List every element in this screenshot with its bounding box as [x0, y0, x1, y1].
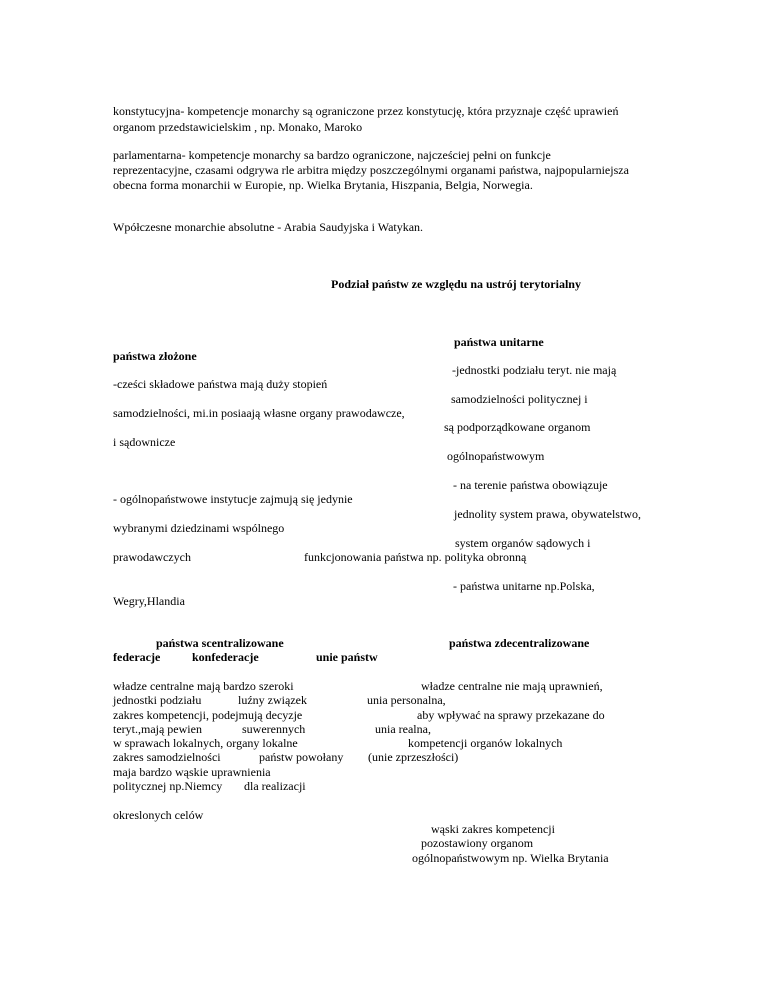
unitary-line3: są podporządkowane organom — [444, 420, 591, 434]
unitary-title: państwa unitarne — [454, 335, 544, 349]
composite-line6: prawodawczych — [113, 550, 191, 564]
decentralized-title: państwa zdecentralizowane — [449, 636, 590, 650]
absolute-monarchies-line: Wpółczesne monarchie absolutne - Arabia Saudyjska i Watykan. — [113, 220, 424, 234]
confed-line4: dla realizacji — [244, 779, 306, 793]
decentralized-line4: wąski zakres kompetencji — [431, 822, 555, 836]
unions-line3: (unie zprzeszłości) — [368, 750, 459, 764]
centralized-line3: zakres kompetencji, podejmują decyzje — [113, 708, 303, 722]
unitary-line2: samodzielności politycznej i — [451, 392, 588, 406]
confed-line3: państw powołany — [259, 750, 344, 764]
decentralized-line2: aby wpływać na sprawy przekazane do — [417, 708, 605, 722]
unions-line2: unia realna, — [375, 722, 431, 736]
composite-line1: -cześci składowe państwa mają duży stopień — [113, 377, 328, 391]
centralized-line2: jednostki podziału — [113, 693, 202, 707]
decentralized-line3: kompetencji organów lokalnych — [408, 736, 563, 750]
composite-line2: samodzielności, mi.in posiaają własne organy prawodawcze, — [113, 406, 405, 420]
composite-title: państwa złożone — [113, 349, 197, 363]
unions-title: unie państw — [316, 650, 378, 664]
composite-line4: - ogólnopaństwowe instytucje zajmują się jedynie — [113, 492, 353, 506]
unitary-line8: funkcjonowania państwa np. polityka obronną — [304, 550, 527, 564]
centralized-line5: w sprawach lokalnych, organy lokalne — [113, 736, 298, 750]
unions-line1: unia personalna, — [367, 693, 446, 707]
unitary-line5: - na terenie państwa obowiązuje — [453, 478, 608, 492]
centralized-line1: władze centralne mają bardzo szeroki — [113, 679, 294, 693]
centralized-line7: maja bardzo wąskie uprawnienia — [113, 765, 271, 779]
monarchy-parliamentary-line3: obecna forma monarchii w Europie, np. Wielka Brytania, Hiszpania, Belgia, Norwegia. — [113, 178, 533, 192]
centralized-line8: politycznej np.Niemcy — [113, 779, 223, 793]
monarchy-constitutional-line2: organom przedstawicielskim , np. Monako, Maroko — [113, 120, 363, 134]
composite-line5: wybranymi dziedzinami wspólnego — [113, 521, 285, 535]
unitary-line1: -jednostki podziału teryt. nie mają — [452, 363, 617, 377]
composite-line7: Wegry,Hlandia — [113, 594, 185, 608]
unitary-line7: system organów sądowych i — [455, 536, 591, 550]
unitary-line9: - państwa unitarne np.Polska, — [453, 579, 595, 593]
decentralized-line1: władze centralne nie mają uprawnień, — [421, 679, 603, 693]
monarchy-parliamentary-line1: parlamentarna- kompetencje monarchy sa bardzo ograniczone, najcześciej pełni on funkcje — [113, 148, 551, 162]
centralized-line6: zakres samodzielności — [113, 750, 221, 764]
decentralized-line6: ogólnopaństwowym np. Wielka Brytania — [412, 851, 609, 865]
monarchy-constitutional-line1: konstytucyjna- kompetencje monarchy są ograniczone przez konstytucję, która przyznaje część uprawień — [113, 104, 619, 118]
composite-line3: i sądownicze — [113, 435, 176, 449]
centralized-line9: okreslonych celów — [113, 808, 204, 822]
monarchy-parliamentary-line2: reprezentacyjne, czasami odgrywa rle arbitra między poszczególnymi organami państwa, najpopularniejsza — [113, 163, 629, 177]
confed-line2: suwerennych — [242, 722, 306, 736]
confederations-title: konfederacje — [192, 650, 259, 664]
unitary-line6: jednolity system prawa, obywatelstwo, — [454, 507, 641, 521]
unitary-line4: ogólnopaństwowym — [447, 449, 545, 463]
confed-line1: luźny związek — [238, 693, 307, 707]
section-heading: Podział państw ze względu na ustrój terytorialny — [331, 277, 581, 291]
centralized-title: państwa scentralizowane — [156, 636, 284, 650]
centralized-line4: teryt.,mają pewien — [113, 722, 202, 736]
decentralized-line5: pozostawiony organom — [421, 836, 534, 850]
federations-title: federacje — [113, 650, 161, 664]
